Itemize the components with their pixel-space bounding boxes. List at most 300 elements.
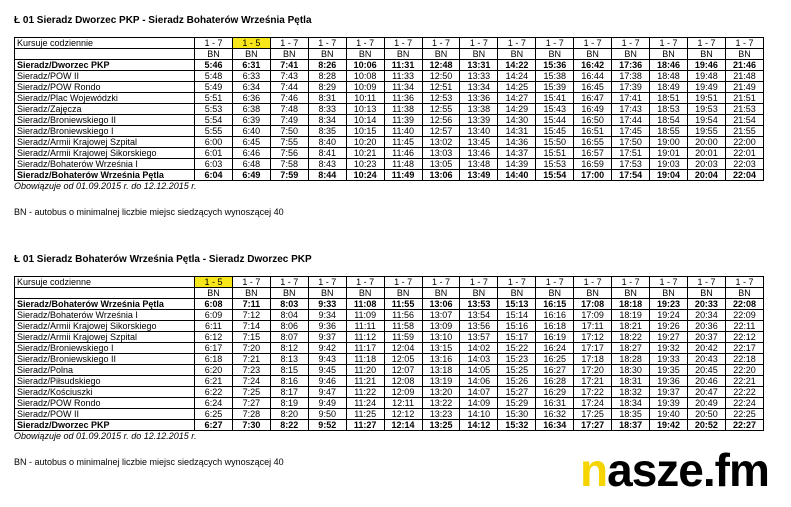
departure-time: 15:43 — [536, 104, 574, 115]
departure-time: 6:34 — [232, 82, 270, 93]
departure-time: 18:53 — [650, 104, 688, 115]
departure-time: 16:31 — [536, 398, 574, 409]
departure-time: 18:37 — [612, 420, 650, 431]
departure-time: 13:56 — [460, 321, 498, 332]
departure-time: 18:22 — [612, 332, 650, 343]
departure-time: 11:24 — [346, 398, 384, 409]
departure-time: 17:44 — [612, 115, 650, 126]
stop-name: Sieradz/Dworzec PKP — [15, 60, 195, 71]
departure-time: 8:17 — [270, 387, 308, 398]
departure-time: 17:45 — [612, 126, 650, 137]
departure-time: 22:24 — [725, 398, 763, 409]
departure-time: 12:11 — [384, 398, 422, 409]
stop-name: Sieradz/Bohaterów Września Pętla — [15, 299, 195, 310]
departure-time: 18:48 — [650, 71, 688, 82]
departure-time: 6:27 — [195, 420, 233, 431]
departure-time: 12:57 — [422, 126, 460, 137]
departure-time: 6:40 — [232, 126, 270, 137]
departure-time: 9:43 — [308, 354, 346, 365]
departure-time: 20:37 — [687, 332, 725, 343]
departure-time: 15:51 — [536, 148, 574, 159]
departure-time: 12:14 — [384, 420, 422, 431]
departure-time: 14:40 — [498, 170, 536, 181]
departure-time: 22:18 — [725, 354, 763, 365]
departure-time: 6:00 — [195, 137, 233, 148]
departure-time: 18:35 — [612, 409, 650, 420]
bus-type-cell: BN — [460, 49, 498, 60]
departure-time: 17:54 — [612, 170, 650, 181]
table-row — [15, 148, 764, 159]
day-range-cell: 1 - 7 — [422, 38, 460, 49]
departure-time: 13:48 — [460, 159, 498, 170]
departure-time: 12:51 — [422, 82, 460, 93]
departure-time: 8:40 — [308, 137, 346, 148]
departure-time: 19:36 — [650, 376, 688, 387]
departure-time: 7:59 — [270, 170, 308, 181]
timetable-section-outbound — [14, 15, 764, 218]
bus-type-cell: BN — [725, 49, 763, 60]
bus-type-cell: BN — [232, 288, 270, 299]
departure-time: 12:50 — [422, 71, 460, 82]
day-range-cell: 1 - 7 — [498, 277, 536, 288]
departure-time: 21:54 — [725, 115, 763, 126]
departure-time: 11:25 — [346, 409, 384, 420]
departure-time: 22:09 — [725, 310, 763, 321]
departure-time: 18:54 — [650, 115, 688, 126]
validity-note: Obowiązuje od 01.09.2015 r. do 12.12.2015 r. — [14, 431, 197, 441]
departure-time: 10:06 — [346, 60, 384, 71]
departure-time: 15:14 — [498, 310, 536, 321]
empty-cell — [15, 49, 195, 60]
departure-time: 11:21 — [346, 376, 384, 387]
departure-time: 22:11 — [725, 321, 763, 332]
departure-time: 19:51 — [687, 93, 725, 104]
departure-time: 18:31 — [612, 376, 650, 387]
table-row — [15, 170, 764, 181]
departure-time: 14:27 — [498, 93, 536, 104]
departure-time: 20:45 — [687, 365, 725, 376]
departure-time: 11:36 — [384, 93, 422, 104]
timetable-title: Ł 01 Sieradz Dworzec PKP - Sieradz Bohaterów Września Pętla — [14, 15, 312, 26]
departure-time: 10:08 — [346, 71, 384, 82]
departure-time: 17:24 — [574, 398, 612, 409]
bus-type-cell: BN — [612, 49, 650, 60]
departure-time: 15:50 — [536, 137, 574, 148]
departure-time: 8:35 — [308, 126, 346, 137]
departure-time: 8:41 — [308, 148, 346, 159]
day-range-cell: 1 - 7 — [612, 38, 650, 49]
bus-type-cell: BN — [232, 49, 270, 60]
stop-name: Sieradz/Broniewskiego I — [15, 126, 195, 137]
departure-time: 17:27 — [574, 420, 612, 431]
bn-note: BN - autobus o minimalnej liczbie miejsc siedzących wynoszącej 40 — [14, 207, 284, 217]
departure-time: 5:51 — [195, 93, 233, 104]
bus-type-cell: BN — [195, 49, 233, 60]
departure-time: 19:35 — [650, 365, 688, 376]
departure-time: 13:18 — [422, 365, 460, 376]
bus-type-cell: BN — [612, 288, 650, 299]
departure-time: 10:11 — [346, 93, 384, 104]
departure-time: 18:18 — [612, 299, 650, 310]
departure-time: 19:49 — [687, 82, 725, 93]
departure-time: 20:33 — [687, 299, 725, 310]
departure-time: 22:08 — [725, 299, 763, 310]
departure-time: 19:24 — [650, 310, 688, 321]
departure-time: 14:31 — [498, 126, 536, 137]
stop-name: Sieradz/Zajęcza — [15, 104, 195, 115]
departure-time: 16:49 — [574, 104, 612, 115]
departure-time: 19:53 — [687, 104, 725, 115]
departure-time: 15:29 — [498, 398, 536, 409]
departure-time: 11:46 — [384, 148, 422, 159]
departure-time: 11:59 — [384, 332, 422, 343]
departure-time: 7:12 — [232, 310, 270, 321]
departure-time: 16:34 — [536, 420, 574, 431]
departure-time: 8:19 — [270, 398, 308, 409]
departure-time: 11:55 — [384, 299, 422, 310]
day-range-cell: 1 - 7 — [346, 38, 384, 49]
departure-time: 6:33 — [232, 71, 270, 82]
bus-type-cell: BN — [574, 49, 612, 60]
departure-time: 9:49 — [308, 398, 346, 409]
departure-time: 11:27 — [346, 420, 384, 431]
bus-type-cell: BN — [422, 49, 460, 60]
table-row — [15, 115, 764, 126]
departure-time: 5:54 — [195, 115, 233, 126]
table-row — [15, 321, 764, 332]
departure-time: 17:25 — [574, 409, 612, 420]
departure-time: 19:42 — [650, 420, 688, 431]
departure-time: 6:25 — [195, 409, 233, 420]
departure-time: 20:46 — [687, 376, 725, 387]
schedule-label: Kursuje codzienne — [15, 277, 195, 288]
departure-time: 19:03 — [650, 159, 688, 170]
departure-time: 19:32 — [650, 343, 688, 354]
bus-type-cell: BN — [346, 49, 384, 60]
departure-time: 7:15 — [232, 332, 270, 343]
departure-time: 8:16 — [270, 376, 308, 387]
departure-time: 13:25 — [422, 420, 460, 431]
departure-time: 9:37 — [308, 332, 346, 343]
departure-time: 7:56 — [270, 148, 308, 159]
departure-time: 18:30 — [612, 365, 650, 376]
departure-time: 16:25 — [536, 354, 574, 365]
bus-type-cell: BN — [498, 49, 536, 60]
stop-name: Sieradz/Bohaterów Września Pętla — [15, 170, 195, 181]
departure-time: 14:03 — [460, 354, 498, 365]
departure-time: 16:32 — [536, 409, 574, 420]
timetable-section-return — [14, 254, 764, 468]
departure-time: 14:22 — [498, 60, 536, 71]
departure-time: 11:49 — [384, 170, 422, 181]
departure-time: 22:21 — [725, 376, 763, 387]
departure-time: 12:05 — [384, 354, 422, 365]
departure-time: 15:32 — [498, 420, 536, 431]
stop-name: Sieradz/Polna — [15, 365, 195, 376]
departure-time: 16:29 — [536, 387, 574, 398]
header-row-days — [15, 277, 764, 288]
departure-time: 13:40 — [460, 126, 498, 137]
departure-time: 15:53 — [536, 159, 574, 170]
departure-time: 12:09 — [384, 387, 422, 398]
departure-time: 14:10 — [460, 409, 498, 420]
departure-time: 17:38 — [612, 71, 650, 82]
departure-time: 6:49 — [232, 170, 270, 181]
departure-time: 6:08 — [195, 299, 233, 310]
departure-time: 13:05 — [422, 159, 460, 170]
bus-type-cell: BN — [346, 288, 384, 299]
departure-time: 13:19 — [422, 376, 460, 387]
departure-time: 8:28 — [308, 71, 346, 82]
departure-time: 16:24 — [536, 343, 574, 354]
day-range-cell: 1 - 7 — [725, 38, 763, 49]
departure-time: 11:11 — [346, 321, 384, 332]
departure-time: 8:33 — [308, 104, 346, 115]
day-range-cell: 1 - 7 — [725, 277, 763, 288]
departure-time: 8:12 — [270, 343, 308, 354]
departure-time: 17:22 — [574, 387, 612, 398]
departure-time: 14:30 — [498, 115, 536, 126]
stop-name: Sieradz/Bohaterów Września I — [15, 310, 195, 321]
day-range-cell: 1 - 7 — [270, 277, 308, 288]
bus-type-cell: BN — [384, 288, 422, 299]
departure-time: 13:45 — [460, 137, 498, 148]
departure-time: 15:13 — [498, 299, 536, 310]
departure-time: 22:12 — [725, 332, 763, 343]
day-range-cell: 1 - 7 — [460, 277, 498, 288]
departure-time: 19:37 — [650, 387, 688, 398]
stop-name: Sieradz/Piłsudskiego — [15, 376, 195, 387]
bus-type-cell: BN — [687, 288, 725, 299]
departure-time: 9:42 — [308, 343, 346, 354]
departure-time: 6:17 — [195, 343, 233, 354]
departure-time: 10:23 — [346, 159, 384, 170]
departure-time: 22:25 — [725, 409, 763, 420]
departure-time: 13:16 — [422, 354, 460, 365]
departure-time: 19:23 — [650, 299, 688, 310]
departure-time: 7:14 — [232, 321, 270, 332]
bus-type-cell: BN — [195, 288, 233, 299]
day-range-cell: 1 - 7 — [460, 38, 498, 49]
departure-time: 11:09 — [346, 310, 384, 321]
departure-time: 19:39 — [650, 398, 688, 409]
bus-type-cell: BN — [422, 288, 460, 299]
departure-time: 13:06 — [422, 170, 460, 181]
table-row — [15, 93, 764, 104]
departure-time: 10:14 — [346, 115, 384, 126]
departure-time: 6:09 — [195, 310, 233, 321]
departure-time: 7:24 — [232, 376, 270, 387]
departure-time: 18:32 — [612, 387, 650, 398]
day-range-cell: 1 - 7 — [498, 38, 536, 49]
departure-time: 18:55 — [650, 126, 688, 137]
departure-time: 6:21 — [195, 376, 233, 387]
departure-time: 15:27 — [498, 387, 536, 398]
day-range-cell: 1 - 5 — [195, 277, 233, 288]
departure-time: 8:43 — [308, 159, 346, 170]
departure-time: 13:49 — [460, 170, 498, 181]
departure-time: 17:43 — [612, 104, 650, 115]
stop-name: Sieradz/Dworzec PKP — [15, 420, 195, 431]
departure-time: 8:20 — [270, 409, 308, 420]
departure-time: 14:12 — [460, 420, 498, 431]
table-row — [15, 343, 764, 354]
departure-time: 9:36 — [308, 321, 346, 332]
validity-note: Obowiązuje od 01.09.2015 r. do 12.12.2015 r. — [14, 181, 197, 191]
departure-time: 18:27 — [612, 343, 650, 354]
table-row — [15, 71, 764, 82]
departure-time: 12:08 — [384, 376, 422, 387]
stop-name: Sieradz/Plac Wojewódzki — [15, 93, 195, 104]
departure-time: 7:46 — [270, 93, 308, 104]
departure-time: 16:45 — [574, 82, 612, 93]
departure-time: 16:27 — [536, 365, 574, 376]
day-range-cell: 1 - 7 — [308, 277, 346, 288]
departure-time: 17:39 — [612, 82, 650, 93]
bn-note: BN - autobus o minimalnej liczbie miejsc siedzących wynoszącej 40 — [14, 457, 284, 467]
departure-time: 14:09 — [460, 398, 498, 409]
departure-time: 13:09 — [422, 321, 460, 332]
departure-time: 6:38 — [232, 104, 270, 115]
departure-time: 11:34 — [384, 82, 422, 93]
departure-time: 19:54 — [687, 115, 725, 126]
departure-time: 14:39 — [498, 159, 536, 170]
departure-time: 8:34 — [308, 115, 346, 126]
departure-time: 22:00 — [725, 137, 763, 148]
bus-type-cell: BN — [536, 49, 574, 60]
departure-time: 17:11 — [574, 321, 612, 332]
departure-time: 16:47 — [574, 93, 612, 104]
departure-time: 19:01 — [650, 148, 688, 159]
departure-time: 12:07 — [384, 365, 422, 376]
departure-time: 8:29 — [308, 82, 346, 93]
departure-time: 14:25 — [498, 82, 536, 93]
departure-time: 17:50 — [612, 137, 650, 148]
departure-time: 13:53 — [460, 299, 498, 310]
table-row — [15, 420, 764, 431]
departure-time: 19:04 — [650, 170, 688, 181]
stop-name: Sieradz/Armii Krajowej Szpital — [15, 332, 195, 343]
departure-time: 16:51 — [574, 126, 612, 137]
departure-time: 8:22 — [270, 420, 308, 431]
departure-time: 8:26 — [308, 60, 346, 71]
bus-type-cell: BN — [384, 49, 422, 60]
stop-name: Sieradz/POW II — [15, 71, 195, 82]
departure-time: 13:57 — [460, 332, 498, 343]
departure-time: 6:01 — [195, 148, 233, 159]
departure-time: 11:20 — [346, 365, 384, 376]
departure-time: 7:20 — [232, 343, 270, 354]
departure-time: 7:55 — [270, 137, 308, 148]
departure-time: 8:31 — [308, 93, 346, 104]
departure-time: 16:44 — [574, 71, 612, 82]
departure-time: 9:50 — [308, 409, 346, 420]
departure-time: 22:04 — [725, 170, 763, 181]
day-range-cell: 1 - 7 — [650, 277, 688, 288]
departure-time: 6:11 — [195, 321, 233, 332]
departure-time: 17:08 — [574, 299, 612, 310]
departure-time: 22:17 — [725, 343, 763, 354]
departure-time: 18:49 — [650, 82, 688, 93]
departure-time: 9:52 — [308, 420, 346, 431]
table-row — [15, 376, 764, 387]
departure-time: 16:15 — [536, 299, 574, 310]
departure-time: 13:03 — [422, 148, 460, 159]
departure-time: 11:33 — [384, 71, 422, 82]
departure-time: 21:53 — [725, 104, 763, 115]
departure-time: 18:51 — [650, 93, 688, 104]
departure-time: 15:44 — [536, 115, 574, 126]
departure-time: 6:04 — [195, 170, 233, 181]
departure-time: 16:50 — [574, 115, 612, 126]
departure-time: 11:12 — [346, 332, 384, 343]
departure-time: 11:17 — [346, 343, 384, 354]
departure-time: 17:18 — [574, 354, 612, 365]
table-row — [15, 387, 764, 398]
day-range-cell: 1 - 7 — [384, 38, 422, 49]
stop-name: Sieradz/Broniewskiego II — [15, 115, 195, 126]
bus-type-cell: BN — [536, 288, 574, 299]
departure-time: 9:33 — [308, 299, 346, 310]
departure-time: 6:46 — [232, 148, 270, 159]
departure-time: 19:48 — [687, 71, 725, 82]
departure-time: 6:36 — [232, 93, 270, 104]
departure-time: 11:18 — [346, 354, 384, 365]
departure-time: 5:46 — [195, 60, 233, 71]
bus-type-cell: BN — [270, 49, 308, 60]
departure-time: 10:24 — [346, 170, 384, 181]
table-row — [15, 310, 764, 321]
departure-time: 13:34 — [460, 82, 498, 93]
departure-time: 14:06 — [460, 376, 498, 387]
bus-type-cell: BN — [650, 49, 688, 60]
departure-time: 7:43 — [270, 71, 308, 82]
departure-time: 19:27 — [650, 332, 688, 343]
departure-time: 6:31 — [232, 60, 270, 71]
departure-time: 7:50 — [270, 126, 308, 137]
departure-time: 13:36 — [460, 93, 498, 104]
schedule-label: Kursuje codziennie — [15, 38, 195, 49]
departure-time: 16:18 — [536, 321, 574, 332]
departure-time: 14:05 — [460, 365, 498, 376]
stop-name: Sieradz/Armii Krajowej Sikorskiego — [15, 148, 195, 159]
departure-time: 20:36 — [687, 321, 725, 332]
departure-time: 6:39 — [232, 115, 270, 126]
departure-time: 11:31 — [384, 60, 422, 71]
departure-time: 15:22 — [498, 343, 536, 354]
departure-time: 20:34 — [687, 310, 725, 321]
departure-time: 7:25 — [232, 387, 270, 398]
departure-time: 13:54 — [460, 310, 498, 321]
departure-time: 11:56 — [384, 310, 422, 321]
departure-time: 12:48 — [422, 60, 460, 71]
departure-time: 11:22 — [346, 387, 384, 398]
departure-time: 16:19 — [536, 332, 574, 343]
departure-time: 7:23 — [232, 365, 270, 376]
departure-time: 7:30 — [232, 420, 270, 431]
stop-name: Sieradz/Bohaterów Września I — [15, 159, 195, 170]
departure-time: 7:11 — [232, 299, 270, 310]
day-range-cell: 1 - 7 — [308, 38, 346, 49]
departure-time: 12:55 — [422, 104, 460, 115]
day-range-cell: 1 - 7 — [687, 277, 725, 288]
day-range-cell: 1 - 7 — [574, 277, 612, 288]
departure-time: 20:00 — [687, 137, 725, 148]
header-row-bus-type — [15, 49, 764, 60]
departure-time: 19:55 — [687, 126, 725, 137]
departure-time: 7:21 — [232, 354, 270, 365]
departure-time: 10:20 — [346, 137, 384, 148]
